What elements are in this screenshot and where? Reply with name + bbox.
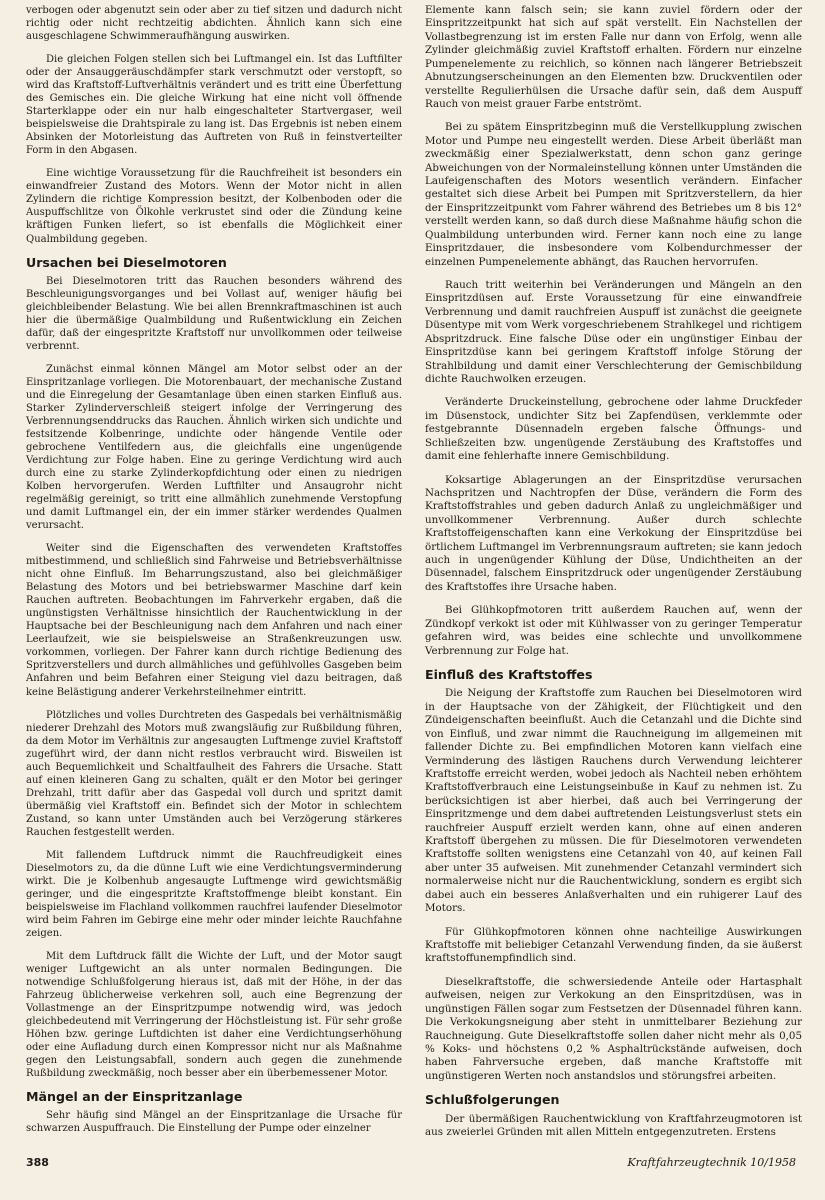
right-paragraph: Für Glühkopfmotoren können ohne nachteilige Auswirkungen Kraftstoffe mit beliebiger Cetanzahl Verwendung finden, da sie äußerst kraftstoffunempfindlich sind. [425,925,802,965]
left-paragraph: verbogen oder abgenutzt sein oder aber zu tief sitzen und dadurch nicht richtig oder nicht rechtzeitig abdichten. Ähnlich kann sich eine ausgeschlagene Schwimmeraufhängung auswirken. [26,5,402,43]
page-number: 388 [26,1156,49,1169]
right-section-heading: Schlußfolgerungen [425,1092,560,1108]
right-paragraph: Bei Glühkopfmotoren tritt außerdem Rauchen auf, wenn der Zündkopf verkokt ist oder mit Kühlwasser von zu geringer Temperatur gefahren wird, was beides eine schlechte und unvollkommene Verbrennung zur Folge hat. [425,604,802,657]
right-paragraph: Der übermäßigen Rauchentwicklung von Kraftfahrzeugmotoren ist aus zweierlei Gründen mit allen Mitteln entgegenzutreten. Erstens [425,1112,802,1139]
left-section-heading: Mängel an der Einspritzanlage [26,1089,243,1105]
right-paragraph: Bei zu spätem Einspritzbeginn muß die Verstellkupplung zwischen Motor und Pumpe neu eingestellt werden. Diese Arbeit überläßt man zweckmäßig einer Spezialwerkstatt, denn schon ganz geringe Abweichungen von der Normaleinstellung können unter Umständen die Laufeigenschaften des Motors wesentlich verändern. Einfacher gestaltet sich diese Arbeit bei Pumpen mit Spritzverstellern, da hier der Einspritzzeitpunkt vom Fahrer während des Betriebes um 8 bis 12° verstellt werden kann, so daß durch diese Maßnahme häufig schon die Qualmbildung unterbunden wird. Ferner kann noch eine zu lange Einspritzdauer, die insbesondere vom Kolbendurchmesser der einzelnen Pumpenelemente abhängt, das Rauchen hervorrufen. [425,121,802,268]
right-paragraph: Elemente kann falsch sein; sie kann zuviel fördern oder der Einspritzzeitpunkt hat sich auf spät verstellt. Ein Nachstellen der Vollastbegrenzung ist im ersten Falle nur dann von Erfolg, wenn alle Zylinder gleichmäßig zuviel Kraftstoff erhalten. Fördern nur einzelne Pumpenelemente zu reichlich, so können nach längerer Betriebszeit Abnutzungserscheinungen an den Elementen bzw. Druckventilen oder verstellte Regulierhülsen die Ursache dafür sein, daß dem Auspuff Rauch von meist grauer Farbe entströmt. [425,4,802,110]
right-paragraph: Die Neigung der Kraftstoffe zum Rauchen bei Dieselmotoren wird in der Hauptsache von der Zähigkeit, der Flüchtigkeit und den Zündeigenschaften beeinflußt. Auch die Cetanzahl und die Dichte sind von Einfluß, und zwar nimmt die Rauchneigung im allgemeinen mit fallender Dichte zu. Bei empfindlichen Motoren kann vielfach eine Verminderung des lästigen Rauchens durch Verwendung leichterer Kraftstoffe erreicht werden, wobei jedoch als Nachteil neben erhöhtem Kraftstoffverbrauch eine Leistungseinbuße in Kauf zu nehmen ist. Zu berücksichtigen ist aber hierbei, daß auch bei Verringerung der Einspritzmenge und dem dabei auftretenden Leistungsverlust stets ein rauchfreier Auspuff erzielt werden kann, ohne auf einen anderen Kraftstoff übergehen zu müssen. Die für Dieselmotoren verwendeten Kraftstoffe sollten wenigstens eine Cetanzahl von 40, auf keinen Fall aber unter 35 aufweisen. Mit zunehmender Cetanzahl vermindert sich normalerweise nicht nur die Rauchentwicklung, sondern es ergibt sich dabei auch ein besseres Anlaßverhalten und ein ruhigerer Lauf des Motors. [425,687,802,915]
left-paragraph: Mit dem Luftdruck fällt die Wichte der Luft, und der Motor saugt weniger Luftgewicht an als unter normalen Bedingungen. Die notwendige Schlußfolgerung hieraus ist, daß mit der Höhe, in der das Fahrzeug üblicherweise verkehren soll, auch eine Begrenzung der Vollastmenge an der Einspritzpumpe notwendig wird, was jedoch gleichbedeutend mit Verringerung der Höchstleistung ist. Für sehr große Höhen bzw. geringe Luftdichten ist daher eine Verdichtungserhöhung oder eine Aufladung durch einen Kompressor nicht nur als Maßnahme gegen den Leistungsabfall, sondern auch gegen die zunehmende Rußbildung zweckmäßig, noch besser aber ein überbemessener Motor. [26,951,402,1080]
right-paragraph: Dieselkraftstoffe, die schwersiedende Anteile oder Hartasphalt aufweisen, neigen zur Verkokung an den Einspritzdüsen, was in ungünstigen Fällen sogar zum Festsetzen der Düsennadel führen kann. Die Verkokungsneigung aber steht in unmittelbarer Beziehung zur Rauchneigung. Gute Dieselkraftstoffe sollen daher nicht mehr als 0,05 % Koks- und höchstens 0,2 % Asphaltrückstände aufweisen, doch haben Fahrversuche ergeben, daß manche Kraftstoffe mit ungünstigeren Werten noch anstandslos und störungsfrei arbeiten. [425,975,802,1082]
right-column [425,4,802,1149]
left-paragraph: Zunächst einmal können Mängel am Motor selbst oder an der Einspritzanlage vorliegen. Die Motorenbauart, der mechanische Zustand und die Einregelung der Gesamtanlage üben einen starken Einfluß aus. Starker Zylinderverschleiß steigert infolge der Verringerung des Verbrennungsenddrucks das Rauchen. Ähnlich wirken sich undichte und festsitzende Kolbenringe, undichte oder hängende Ventile oder gebrochene Ventilfedern aus, die gleichfalls eine ungenügende Verdichtung zur Folge haben. Eine zu geringe Verdichtung wird auch durch eine zu starke Zylinderkopfdichtung oder einen zu niedrigen Kolben hervorgerufen. Werden Luftfilter und Ansaugrohr nicht regelmäßig gereinigt, so tritt eine allmählich zunehmende Verstopfung und damit Luftmangel ein, der ein immer stärker werdendes Qualmen verursacht. [26,363,402,532]
left-paragraph: Plötzliches und volles Durchtreten des Gaspedals bei verhältnismäßig niederer Drehzahl des Motors muß zwangsläufig zur Rußbildung führen, da dem Motor im Verhältnis zur angesaugten Luftmenge zuviel Kraftstoff zugeführt wird, der dann nicht restlos verbraucht wird. Bisweilen ist auch Bequemlichkeit und Schaltfaulheit des Fahrers die Ursache. Statt auf einen kleineren Gang zu schalten, quält er den Motor bei geringer Drehzahl, tritt dafür aber das Gaspedal voll durch und spritzt damit übermäßig viel Kraftstoff ein. Befindet sich der Motor in schlechtem Zustand, so kann unter Umständen auch bei Verzögerung stärkeres Rauchen festgestellt werden. [26,709,402,838]
left-paragraph: Mit fallendem Luftdruck nimmt die Rauchfreudigkeit eines Dieselmotors zu, da die dünne Luft wie eine Verdichtungsverminderung wirkt. Die je Kolbenhub angesaugte Luftmenge wird gewichtsmäßig geringer, und die eingespritzte Kraftstoffmenge bleibt konstant. Ein beispielsweise im Flachland vollkommen rauchfrei laufender Dieselmotor wird beim Fahren im Gebirge eine mehr oder minder leichte Rauchfahne zeigen. [26,849,402,940]
right-section-heading: Einfluß des Kraftstoffes [425,666,593,682]
left-paragraph: Eine wichtige Voraussetzung für die Rauchfreiheit ist besonders ein einwandfreier Zustand des Motors. Wenn der Motor nicht in allen Zylindern die richtige Kompression besitzt, der Kolbenboden oder die Auspuffschlitze von Ölkohle verkrustet sind oder die Zündung keine kräftigen Funken liefert, so ist ebenfalls die Möglichkeit einer Qualmbildung gegeben. [26,168,402,245]
left-paragraph: Bei Dieselmotoren tritt das Rauchen besonders während des Beschleunigungsvorganges und bei Vollast auf, weniger häufig bei gleichbleibender Belastung. Wie bei allen Brennkraftmaschinen ist auch hier die übermäßige Qualmbildung und Rußentwicklung ein Zeichen dafür, daß der eingespritzte Kraftstoff nur unvollkommen oder teilweise verbrennt. [26,275,402,352]
right-paragraph: Veränderte Druckeinstellung, gebrochene oder lahme Druckfeder im Düsenstock, undichter Sitz bei Zapfendüsen, verklemmte oder festgebrannte Düsennadeln ergeben falsche Öffnungs- und Schließzeiten bzw. ungenügende Zerstäubung des Kraftstoffes und damit eine fehlerhafte innere Gemischbildung. [425,396,802,463]
left-paragraph: Die gleichen Folgen stellen sich bei Luftmangel ein. Ist das Luftfilter oder der Ansauggeräuschdämpfer stark verschmutzt oder verstopft, so wird das Kraftstoff-Luftverhältnis verändert und es tritt eine Überfettung des Gemisches ein. Die gleiche Wirkung hat eine nicht voll öffnende Starterklappe oder ein nur halb eingeschalteter Startvergaser, weil beispielsweise die Drahtspirale zu lang ist. Das Ergebnis ist neben einem Absinken der Motorleistung das Auftreten von Ruß in feinstverteilter Form in den Abgasen. [26,54,402,157]
right-paragraph: Rauch tritt weiterhin bei Veränderungen und Mängeln an den Einspritzdüsen auf. Erste Voraussetzung für eine einwandfreie Verbrennung und damit rauchfreien Auspuff ist zunächst die geeignete Düsentype mit vom Werk vorgeschriebenem Strahlkegel und richtigem Abspritzdruck. Eine falsche Düse oder ein ungünstiger Einbau der Einspritzdüse kann bei geringem Kraftstoff infolge Störung der Strahlbildung und damit einer Verschlechterung der Gemischbildung dichte Rauchwolken erzeugen. [425,279,802,385]
left-section-heading: Ursachen bei Dieselmotoren [26,254,227,270]
page-footer [26,1156,804,1172]
left-column [26,4,402,1145]
left-paragraph: Weiter sind die Eigenschaften des verwendeten Kraftstoffes mitbestimmend, und schließlich sind Fahrweise und Betriebsverhältnisse nicht ohne Einfluß. Im Beharrungszustand, also bei gleichmäßiger Belastung des Motors und bei betriebswarmer Maschine darf kein Rauchen auftreten. Beobachtungen im Fahrverkehr ergaben, daß die ungünstigsten Verhältnisse hinsichtlich der Rauchentwicklung in der Hauptsache bei der Beschleunigung nach dem Anfahren und nach einer Leerlaufzeit, wie sie beispielsweise an Straßenkreuzungen usw. vorkommen, vorliegen. Der Fahrer kann durch richtige Bedienung des Spritzverstellers und durch allmähliches und gefühlvolles Gasgeben beim Anfahren und beim Befahren einer Steigung viel dazu beitragen, daß keine Belästigung anderer Verkehrsteilnehmer eintritt. [26,543,402,698]
journal-reference: Kraftfahrzeugtechnik 10/1958 [627,1156,796,1169]
left-paragraph: Sehr häufig sind Mängel an der Einspritzanlage die Ursache für schwarzen Auspuffrauch. Die Einstellung der Pumpe oder einzelner [26,1110,402,1135]
right-paragraph: Koksartige Ablagerungen an der Einspritzdüse verursachen Nachspritzen und Nachtropfen der Düse, verändern die Form des Kraftstoffstrahles und geben dadurch Anlaß zu ungleichmäßiger und unvollkommener Verbrennung. Außer durch schlechte Kraftstoffeigenschaften kann eine Verkokung der Einspritzdüse bei örtlichem Luftmangel im Verbrennungsraum auftreten; sie kann jedoch auch in ungenügender Kühlung der Düse, Undichtheiten an der Düsennadel, falschem Einspritzdruck oder ungenügender Zerstäubung des Kraftstoffes ihre Ursache haben. [425,473,802,593]
